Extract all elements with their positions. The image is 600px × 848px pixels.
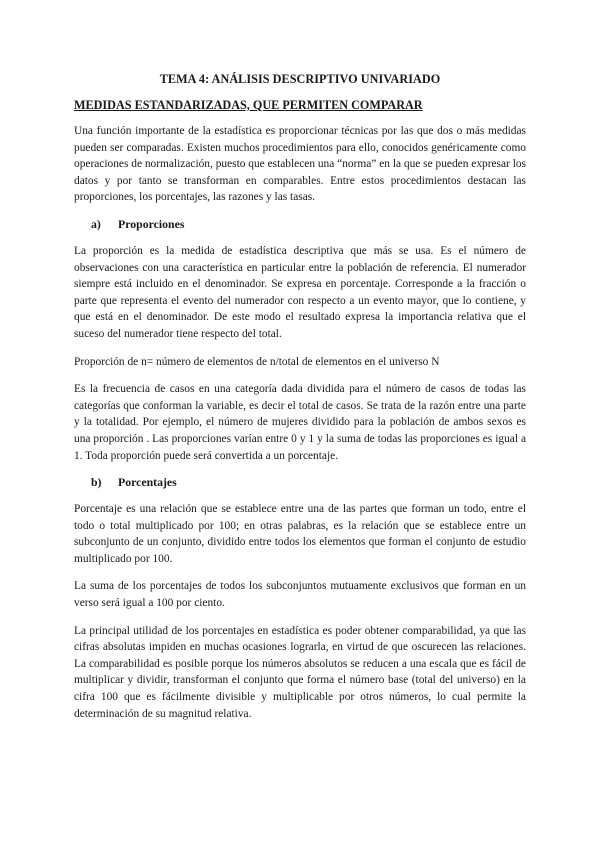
- porcentajes-paragraph-1: Porcentaje es una relación que se establece entre una de las partes que forman un todo, entre el todo o total multiplicado por 100; en otras palabras, es la relación que se establece entre un subconjunto de un conjunto, dividido entre todos los elementos que forman el conjunto de estudio multiplicado por 100.: [74, 503, 526, 565]
- proporciones-paragraph-2: Es la frecuencia de casos en una categoría dada dividida para el número de casos de todas las categorías que conforman la variable, es decir el total de casos. Se trata de la razón entre una parte y la totalidad. Por ejemplo, el número de mujeres dividido para la población de ambos sexos es una proporción . Las proporciones varían entre 0 y 1 y la suma de todas las proporciones es igual a 1. Toda proporción puede será convertida a un porcentaje.: [74, 383, 526, 462]
- porcentajes-paragraph-3: La principal utilidad de los porcentajes en estadística es poder obtener comparabilidad, ya que las cifras absolutas impiden en muchas ocasiones lograrla, en virtud de que oscurecen las relaciones. La comparabilidad es posible porque los números absolutos se reducen a una escala que es fácil de multiplicar y dividir, transforman el conjunto que forma el número base (total del universo) en la cifra 100 que es fácilmente divisible y multiplicable por otros números, lo cual permite la determinación de su magnitud relativa.: [74, 624, 526, 720]
- section-title: MEDIDAS ESTANDARIZADAS, QUE PERMITEN COMPARAR: [74, 98, 423, 112]
- subheading-label: Porcentajes: [118, 475, 177, 490]
- proporciones-paragraph-1: La proporción es la medida de estadística descriptiva que más se usa. Es el número de observaciones con una característica en particular entre la población de referencia. El numerador siempre está incluido en el denominador. Se expresa en porcentaje. Corresponde a la fracción o parte que representa el evento del numerador con respecto a un evento mayor, que lo contiene, y que está en el denominador. De este modo el resultado expresa la importancia relativa que el suceso del numerador tiene respecto del total.: [74, 244, 526, 340]
- subheading-porcentajes: [91, 475, 526, 490]
- intro-paragraph: Una función importante de la estadística es proporcionar técnicas por las que dos o más medidas pueden ser comparadas. Existen muchos procedimientos para ello, conocidos genéricamente como operaciones de normalización, puesto que establecen una “norma” en la que se pueden expresar los datos y por tanto se transforman en comparables. Entre estos procedimientos destacan las proporciones, los porcentajes, las razones y las tasas.: [74, 125, 526, 204]
- proporcion-formula: Proporción de n= número de elementos de n/total de elementos en el universo N: [74, 355, 440, 368]
- subheading-label: Proporciones: [118, 216, 185, 231]
- porcentajes-paragraph-2: La suma de los porcentajes de todos los subconjuntos mutuamente exclusivos que forman en un verso será igual a 100 por ciento.: [74, 580, 526, 610]
- subheading-letter: a): [91, 216, 101, 231]
- document-title: TEMA 4: ANÁLISIS DESCRIPTIVO UNIVARIADO: [159, 72, 441, 86]
- subheading-proporciones: [91, 217, 526, 232]
- subheading-letter: b): [91, 475, 102, 490]
